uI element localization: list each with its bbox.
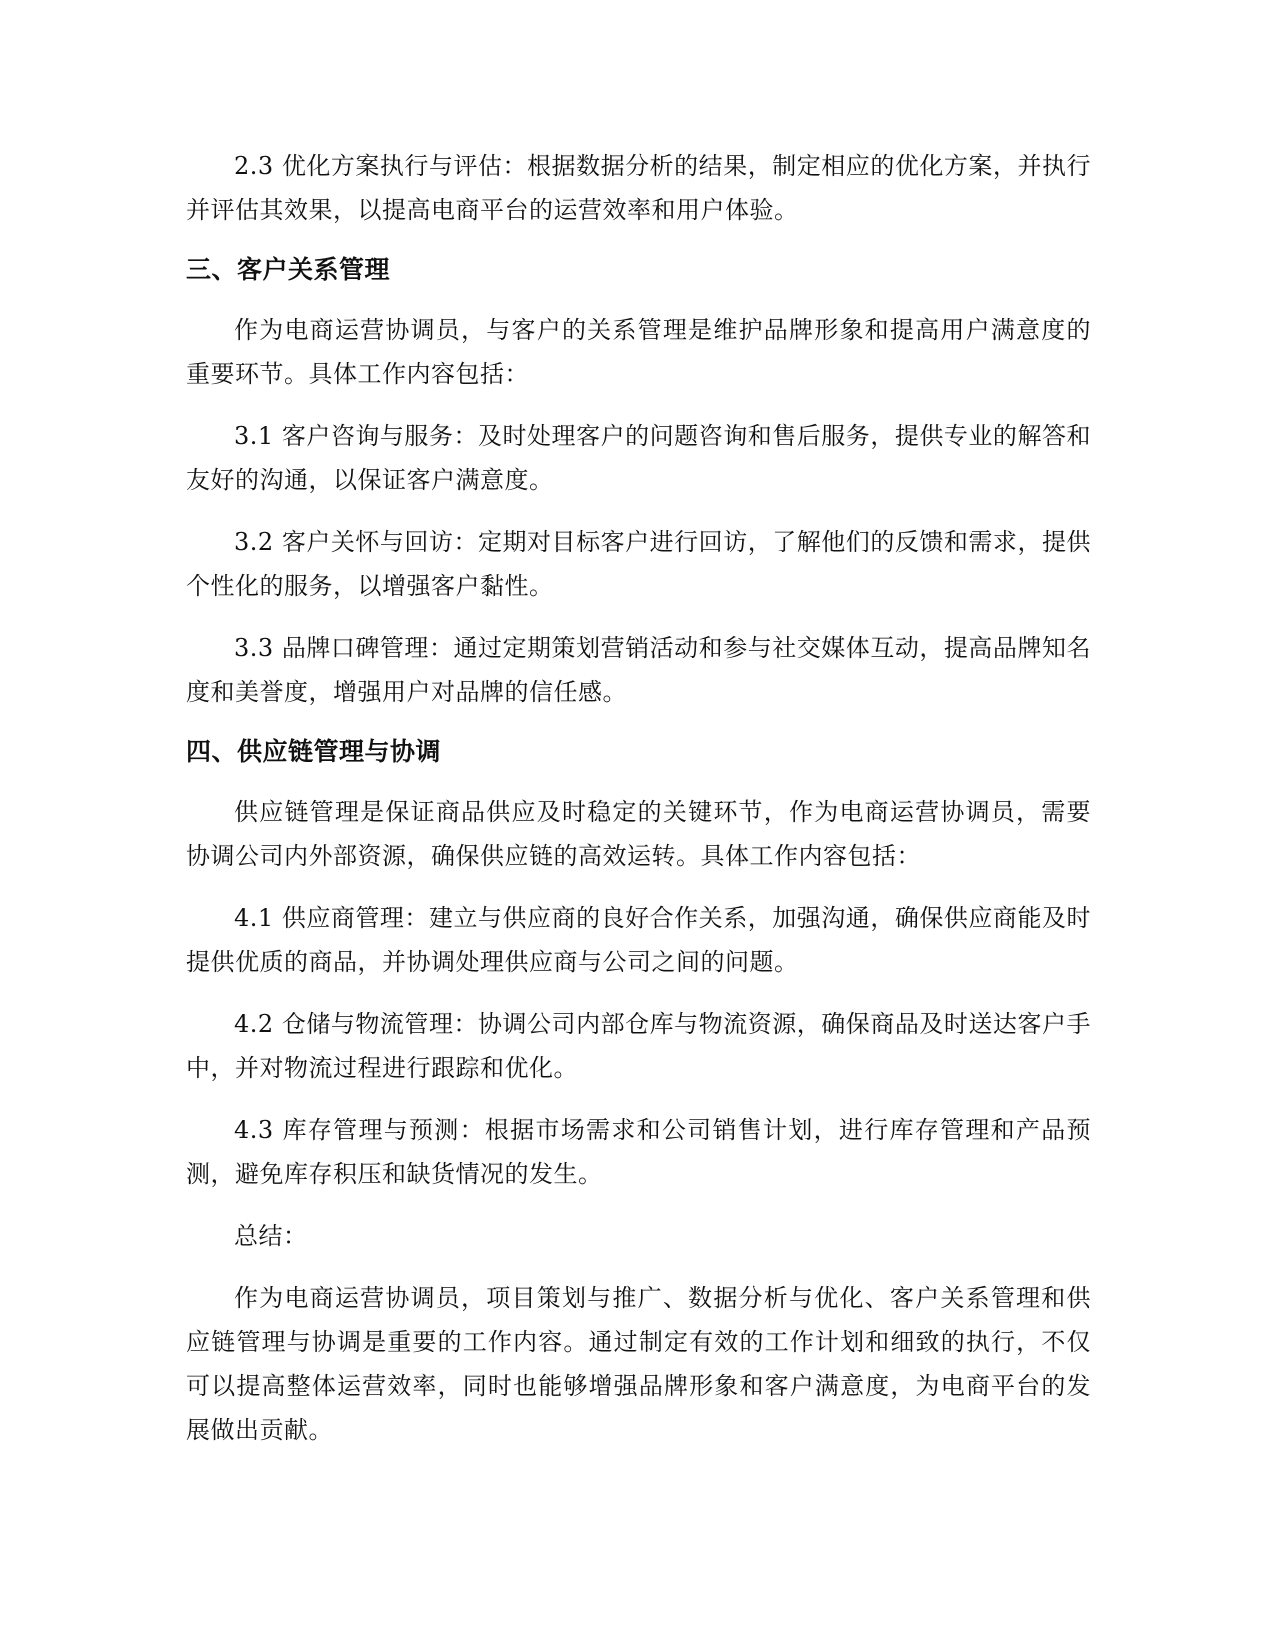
paragraph-4-intro: 供应链管理是保证商品供应及时稳定的关键环节，作为电商运营协调员，需要协调公司内外部资源，确保供应链的高效运转。具体工作内容包括： bbox=[186, 798, 1091, 870]
summary-paragraph: 作为电商运营协调员，项目策划与推广、数据分析与优化、客户关系管理和供应链管理与协调是重要的工作内容。通过制定有效的工作计划和细致的执行，不仅可以提高整体运营效率，同时也能够增强品牌形象和客户满意度，为电商平台的发展做出贡献。 bbox=[186, 1284, 1091, 1444]
document-body bbox=[186, 144, 1091, 1470]
section-heading-4: 四、供应链管理与协调 bbox=[186, 737, 442, 766]
paragraph-3-intro: 作为电商运营协调员，与客户的关系管理是维护品牌形象和提高用户满意度的重要环节。具体工作内容包括： bbox=[186, 316, 1091, 388]
paragraph-3-2: 3.2 客户关怀与回访：定期对目标客户进行回访，了解他们的反馈和需求，提供个性化的服务，以增强客户黏性。 bbox=[186, 528, 1091, 600]
paragraph-4-1: 4.1 供应商管理：建立与供应商的良好合作关系，加强沟通，确保供应商能及时提供优质的商品，并协调处理供应商与公司之间的问题。 bbox=[186, 904, 1091, 976]
paragraph-3-3: 3.3 品牌口碑管理：通过定期策划营销活动和参与社交媒体互动，提高品牌知名度和美誉度，增强用户对品牌的信任感。 bbox=[186, 634, 1091, 706]
paragraph-4-2: 4.2 仓储与物流管理：协调公司内部仓库与物流资源，确保商品及时送达客户手中，并对物流过程进行跟踪和优化。 bbox=[186, 1010, 1091, 1082]
paragraph-2-3: 2.3 优化方案执行与评估：根据数据分析的结果，制定相应的优化方案，并执行并评估其效果，以提高电商平台的运营效率和用户体验。 bbox=[186, 152, 1091, 224]
paragraph-3-1: 3.1 客户咨询与服务：及时处理客户的问题咨询和售后服务，提供专业的解答和友好的沟通，以保证客户满意度。 bbox=[186, 422, 1091, 494]
summary-label: 总结： bbox=[234, 1222, 308, 1250]
paragraph-4-3: 4.3 库存管理与预测：根据市场需求和公司销售计划，进行库存管理和产品预测，避免库存积压和缺货情况的发生。 bbox=[186, 1116, 1091, 1188]
section-heading-3: 三、客户关系管理 bbox=[186, 255, 391, 284]
